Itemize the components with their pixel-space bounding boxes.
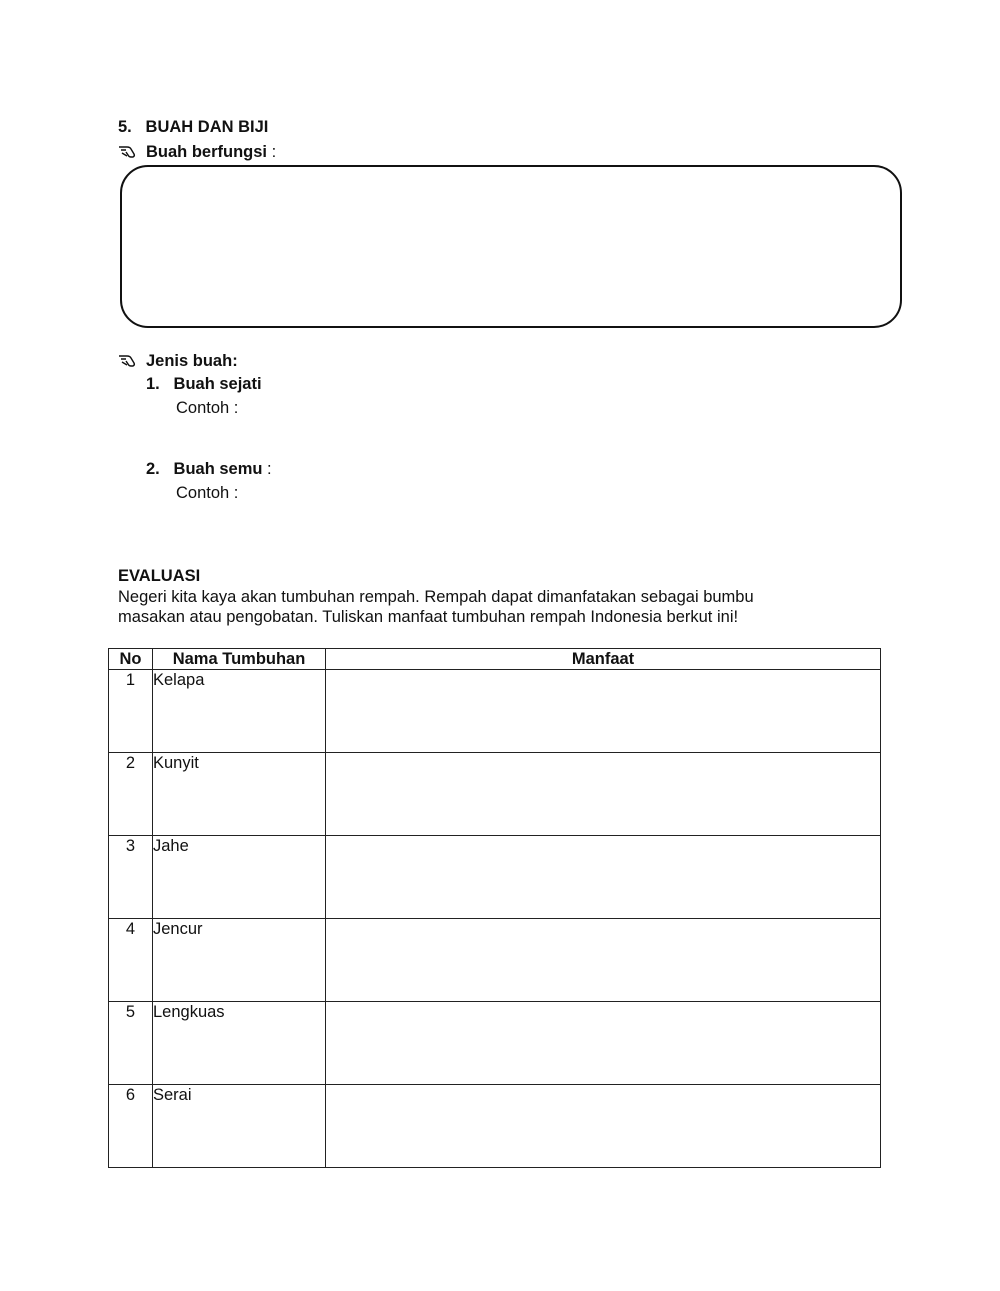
- header-nama: Nama Tumbuhan: [153, 649, 326, 670]
- row-nama: Serai: [153, 1085, 326, 1168]
- contoh-label: Contoh :: [176, 484, 239, 502]
- table-row: [109, 836, 881, 919]
- row-manfaat-cell[interactable]: [326, 753, 881, 836]
- contoh-label: Contoh :: [176, 399, 239, 417]
- table-row: [109, 1085, 881, 1168]
- jenis-label: Jenis buah:: [146, 352, 238, 370]
- pointing-hand-icon: [118, 352, 136, 368]
- evaluasi-text-line1: Negeri kita kaya akan tumbuhan rempah. Rempah dapat dimanfatakan sebagai bumbu: [118, 588, 754, 606]
- jenis-line: [118, 351, 238, 371]
- evaluasi-title: EVALUASI: [118, 567, 201, 585]
- row-manfaat-cell[interactable]: [326, 836, 881, 919]
- row-nama: Kunyit: [153, 753, 326, 836]
- row-nama: Kelapa: [153, 670, 326, 753]
- evaluasi-text-line2: masakan atau pengobatan. Tuliskan manfaat tumbuhan rempah Indonesia berkut ini!: [118, 608, 739, 626]
- table-row: [109, 1002, 881, 1085]
- fungsi-line: [118, 142, 276, 162]
- fungsi-suffix: :: [267, 143, 277, 161]
- row-nama: Jencur: [153, 919, 326, 1002]
- row-nama: Jahe: [153, 836, 326, 919]
- jenis-item: [146, 459, 272, 479]
- table-header-row: [109, 649, 881, 670]
- section-heading: [118, 117, 268, 137]
- item-number: 2.: [146, 460, 160, 478]
- table-row: [109, 919, 881, 1002]
- row-no: 2: [109, 753, 153, 836]
- row-manfaat-cell[interactable]: [326, 1085, 881, 1168]
- jenis-item: [146, 374, 262, 394]
- item-label: Buah sejati: [173, 375, 262, 393]
- row-no: 1: [109, 670, 153, 753]
- row-manfaat-cell[interactable]: [326, 670, 881, 753]
- item-number: 1.: [146, 375, 160, 393]
- table-row: [109, 753, 881, 836]
- section-number: 5.: [118, 118, 132, 136]
- table-row: [109, 670, 881, 753]
- item-label: Buah semu: [173, 460, 263, 478]
- row-manfaat-cell[interactable]: [326, 919, 881, 1002]
- header-manfaat: Manfaat: [326, 649, 881, 670]
- fungsi-label: Buah berfungsi: [146, 143, 268, 161]
- row-nama: Lengkuas: [153, 1002, 326, 1085]
- header-no: No: [109, 649, 153, 670]
- fungsi-answer-box[interactable]: [120, 165, 902, 328]
- row-manfaat-cell[interactable]: [326, 1002, 881, 1085]
- evaluasi-table: [108, 648, 881, 1168]
- section-title: BUAH DAN BIJI: [145, 118, 269, 136]
- row-no: 6: [109, 1085, 153, 1168]
- row-no: 4: [109, 919, 153, 1002]
- row-no: 3: [109, 836, 153, 919]
- item-suffix: :: [262, 460, 272, 478]
- pointing-hand-icon: [118, 143, 136, 159]
- row-no: 5: [109, 1002, 153, 1085]
